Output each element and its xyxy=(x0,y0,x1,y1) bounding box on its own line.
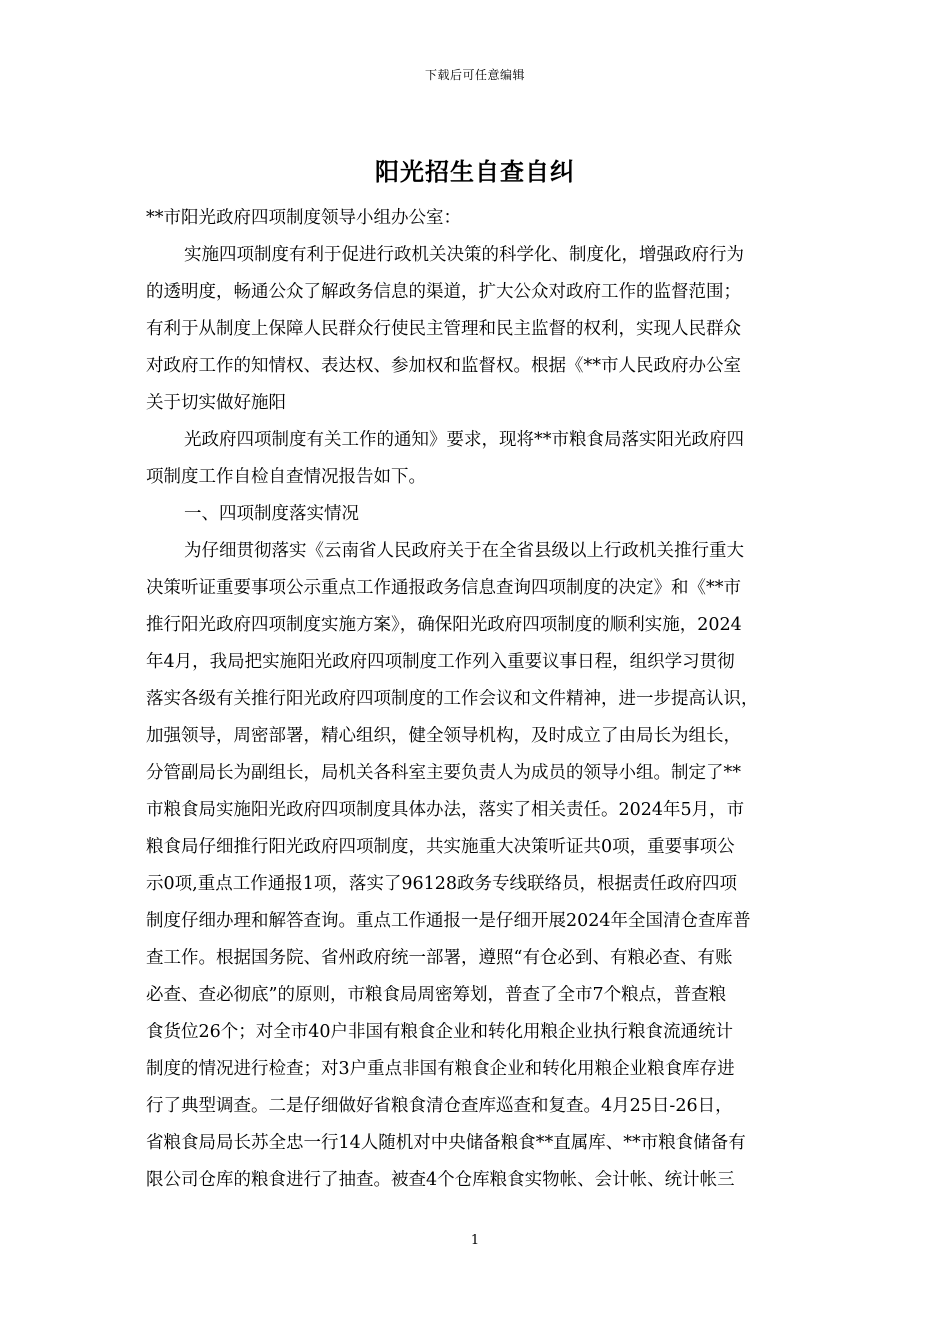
text-line: 有利于从制度上保障人民群众行使民主管理和民主监督的权利，实现人民群众 xyxy=(146,319,741,339)
document-title: 阳光招生自查自纠 xyxy=(375,158,575,186)
text-line: 关于切实做好施阳 xyxy=(146,393,286,413)
text-line: 落实各级有关推行阳光政府四项制度的工作会议和文件精神，进一步提高认识， xyxy=(146,689,759,709)
text-line: 示0项,重点工作通报1项，落实了96128政务专线联络员，根据责任政府四项 xyxy=(146,874,737,894)
text-line: 决策听证重要事项公示重点工作通报政务信息查询四项制度的决定》和《**市 xyxy=(146,578,741,598)
text-line: 必查、查必彻底”的原则，市粮食局周密筹划，普查了全市7个粮点，普查粮 xyxy=(146,985,727,1005)
text-line: 粮食局仔细推行阳光政府四项制度，共实施重大决策听证共0项，重要事项公 xyxy=(146,837,735,857)
text-line: 项制度工作自检自查情况报告如下。 xyxy=(146,467,426,487)
text-line: 制度的情况进行检查；对3户重点非国有粮食企业和转化用粮企业粮食库存进 xyxy=(146,1059,735,1079)
document-body xyxy=(146,200,821,1199)
text-line: 省粮食局局长苏全忠一行14人随机对中央储备粮食**直属库、**市粮食储备有 xyxy=(146,1133,746,1153)
text-line: 查工作。根据国务院、省州政府统一部署，遵照“有仓必到、有粮必查、有账 xyxy=(146,948,733,968)
text-line: 制度仔细办理和解答查询。重点工作通报一是仔细开展2024年全国清仓查库普 xyxy=(146,911,751,931)
header-note: 下载后可任意编辑 xyxy=(424,68,525,82)
page-number: 1 xyxy=(470,1233,480,1248)
text-line: 加强领导，周密部署，精心组织，健全领导机构，及时成立了由局长为组长， xyxy=(146,726,741,746)
section-heading: 一、四项制度落实情况 xyxy=(184,504,359,524)
text-line: 光政府四项制度有关工作的通知》要求，现将**市粮食局落实阳光政府四 xyxy=(184,430,744,450)
text-line: 的透明度，畅通公众了解政务信息的渠道，扩大公众对政府工作的监督范围； xyxy=(146,282,741,302)
text-line: 限公司仓库的粮食进行了抽查。被查4个仓库粮食实物帐、会计帐、统计帐三 xyxy=(146,1170,735,1190)
text-line: 食货位26个；对全市40户非国有粮食企业和转化用粮企业执行粮食流通统计 xyxy=(146,1022,734,1042)
text-line: 年4月，我局把实施阳光政府四项制度工作列入重要议事日程，组织学习贯彻 xyxy=(146,652,735,672)
text-line: 市粮食局实施阳光政府四项制度具体办法，落实了相关责任。2024年5月，市 xyxy=(146,800,745,820)
text-line: 推行阳光政府四项制度实施方案》，确保阳光政府四项制度的顺利实施，2024 xyxy=(146,615,742,635)
text-line: 为仔细贯彻落实《云南省人民政府关于在全省县级以上行政机关推行重大 xyxy=(184,541,744,561)
text-line: 对政府工作的知情权、表达权、参加权和监督权。根据《**市人民政府办公室 xyxy=(146,356,741,376)
text-line: 实施四项制度有利于促进行政机关决策的科学化、制度化，增强政府行为 xyxy=(184,245,744,265)
text-line: 行了典型调查。二是仔细做好省粮食清仓查库巡查和复查。4月25日-26日， xyxy=(146,1096,733,1116)
text-line: 分管副局长为副组长，局机关各科室主要负责人为成员的领导小组。制定了** xyxy=(146,763,741,783)
salutation-line: **市阳光政府四项制度领导小组办公室： xyxy=(146,208,461,228)
